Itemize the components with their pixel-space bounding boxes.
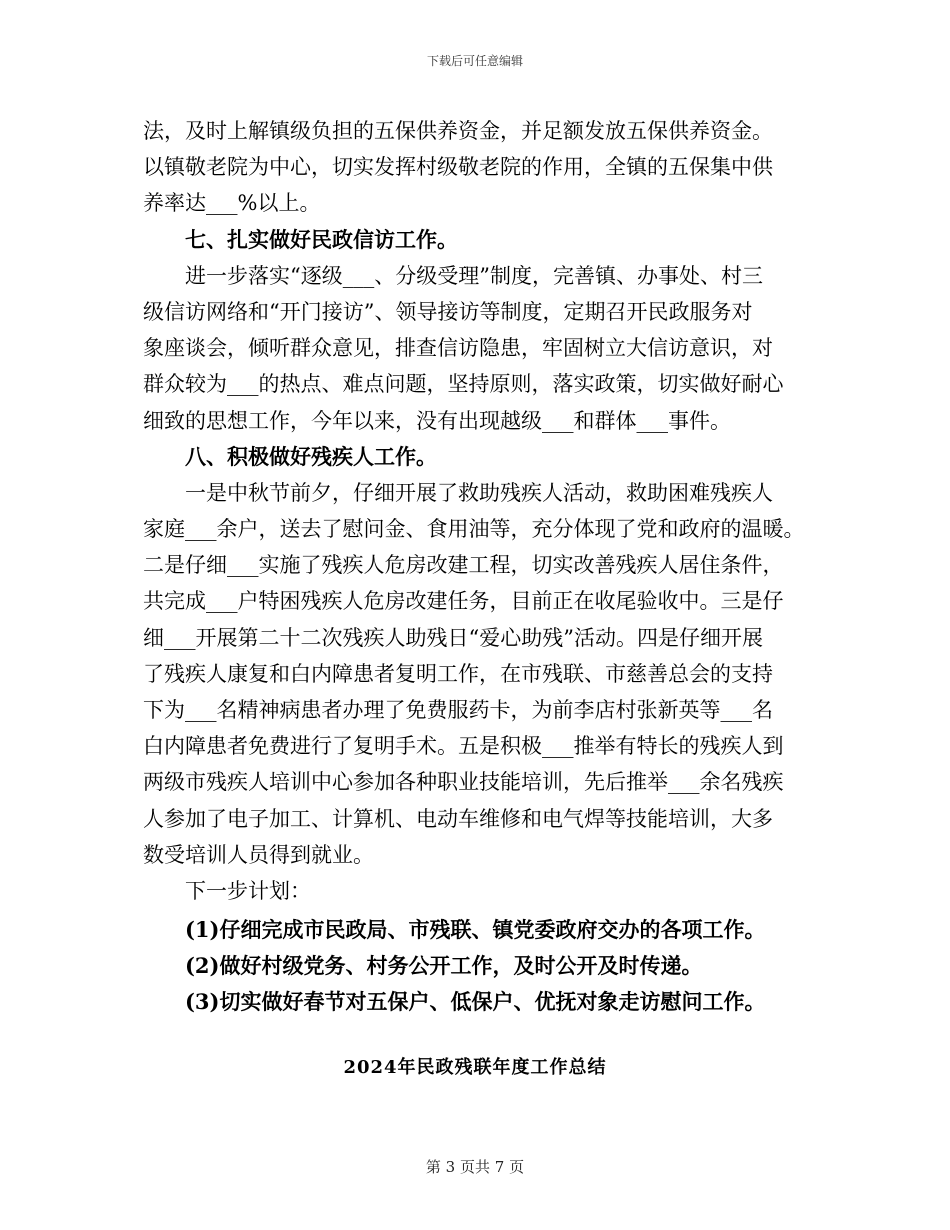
- document-body: [143, 113, 823, 1020]
- paragraph-line: 一是中秋节前夕，仔细开展了救助残疾人活动，救助困难残疾人: [185, 480, 773, 505]
- paragraph-line: 二是仔细___实施了残疾人危房改建工程，切实改善残疾人居住条件，: [143, 553, 784, 578]
- paragraph-line: 了残疾人康复和白内障患者复明工作，在市残联、市慈善总会的支持: [143, 661, 773, 686]
- page-header: 下载后可任意编辑: [426, 54, 523, 68]
- paragraph-line: 数受培训人员得到就业。: [143, 842, 374, 867]
- paragraph-line: 人参加了电子加工、计算机、电动车维修和电气焊等技能培训，大多: [143, 806, 773, 831]
- paragraph-line: 白内障患者免费进行了复明手术。五是积极___推举有特长的残疾人到: [143, 734, 784, 759]
- paragraph-line: 进一步落实“逐级___、分级受理”制度，完善镇、办事处、村三: [185, 263, 763, 288]
- paragraph-line: 群众较为___的热点、难点问题，坚持原则，落实政策，切实做好耐心: [143, 372, 784, 397]
- paragraph-line: 下为___名精神病患者办理了免费服药卡，为前李店村张新英等___名: [143, 698, 773, 722]
- paragraph-line: 家庭___余户，送去了慰问金、食用油等，充分体现了党和政府的温暖。: [143, 517, 805, 542]
- paragraph-line: 养率达___%以上。: [143, 191, 321, 216]
- page-footer: 第 3 页共 7 页: [425, 1158, 525, 1176]
- section-heading-8: 八、积极做好残疾人工作。: [185, 443, 437, 469]
- paragraph-line: 两级市残疾人培训中心参加各种职业技能培训，先后推举___余名残疾: [143, 770, 784, 795]
- paragraph-line: 共完成___户特困残疾人危房改建任务，目前正在收尾验收中。三是仔: [143, 589, 784, 614]
- plan-item-1: (1)仔细完成市民政局、市残联、镇党委政府交办的各项工作。: [185, 917, 766, 943]
- paragraph-line: 级信访网络和“开门接访”、领导接访等制度，定期召开民政服务对: [143, 299, 753, 324]
- paragraph-line: 细致的思想工作，今年以来，没有出现越级___和群体___事件。: [143, 408, 731, 433]
- next-plan-heading: 下一步计划：: [185, 878, 311, 903]
- paragraph-line: 细___开展第二十二次残疾人助残日“爱心助残”活动。四是仔细开展: [143, 625, 763, 650]
- paragraph-line: 法，及时上解镇级负担的五保供养资金，并足额发放五保供养资金。: [143, 119, 773, 143]
- paragraph-line: 以镇敬老院为中心，切实发挥村级敬老院的作用，全镇的五保集中供: [143, 155, 773, 180]
- document-subtitle: 2024年民政残联年度工作总结: [343, 1057, 607, 1078]
- section-heading-7: 七、扎实做好民政信访工作。: [185, 226, 458, 252]
- paragraph-line: 象座谈会，倾听群众意见，排查信访隐患，牢固树立大信访意识，对: [143, 336, 773, 361]
- plan-item-3: (3)切实做好春节对五保户、低保户、优抚对象走访慰问工作。: [185, 989, 766, 1015]
- plan-item-2: (2)做好村级党务、村务公开工作，及时公开及时传递。: [185, 953, 703, 979]
